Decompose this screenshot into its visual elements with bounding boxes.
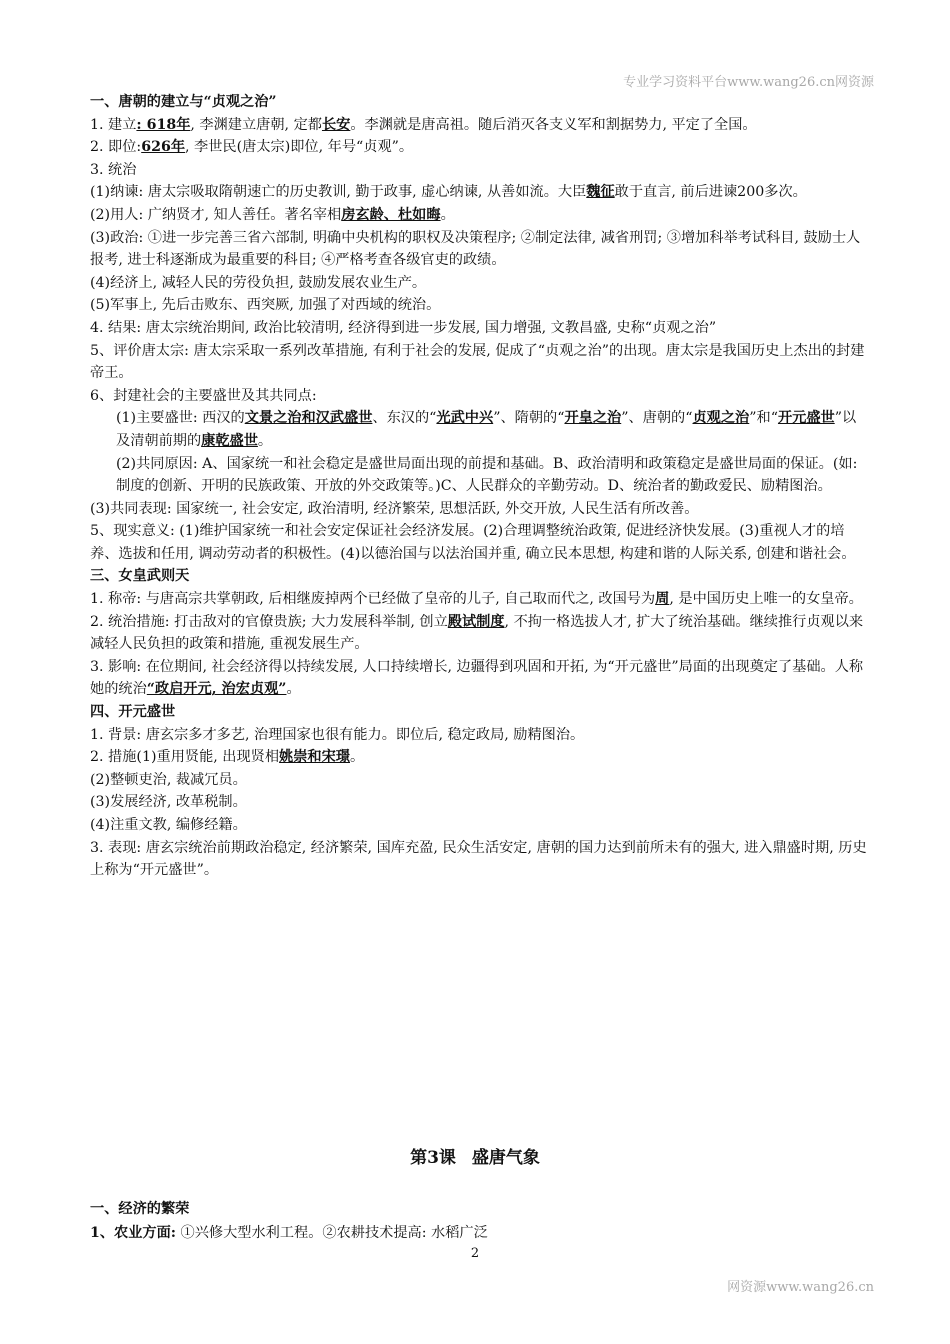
paragraph: (4)经济上, 减轻人民的劳役负担, 鼓励发展农业生产。 [90, 274, 427, 291]
section3-title: 三、女皇武则天 [90, 568, 190, 585]
lesson-title: 盛唐气象 [471, 1148, 540, 1168]
paragraph: 3. 表现: 唐玄宗统治前期政治稳定, 经济繁荣, 国库充盈, 民众生活安定, 唐朝的国力达到前所未有的强大, 进入鼎盛时期, 历史上称为“开元盛世”。 [90, 839, 867, 879]
paragraph: 2. 即位:626年, 李世民(唐太宗)即位, 年号“贞观”。 [90, 139, 414, 156]
paragraph: (3)政治: ①进一步完善三省六部制, 明确中央机构的职权及决策程序; ②制定法律, 减省刑罚; ③增加科举考试科目, 鼓励士人报考, 进士科逐渐成为最重要的科目; ④严格考查各级官吏的政绩。 [90, 229, 861, 269]
paragraph: (4)注重文教, 编修经籍。 [90, 817, 247, 833]
paragraph: 3. 影响: 在位期间, 社会经济得以持续发展, 人口持续增长, 边疆得到巩固和开拓, 为“开元盛世”局面的出现奠定了基础。人称她的统治“政启开元, 治宏贞观”。 [90, 658, 864, 698]
paragraph: (2)用人: 广纳贤才, 知人善任。著名宰相房玄龄、杜如晦。 [90, 206, 455, 223]
dynasty-zhou: 周 [655, 591, 670, 608]
lesson-number: 第3课 [410, 1148, 456, 1168]
paragraph: 5、现实意义: (1)维护国家统一和社会安定保证社会经济发展。(2)合理调整统治政策, 促进经济快发展。(3)重视人才的培养、选拔和任用, 调动劳动者的积极性。(4)以德治国与以法治国并重, 确立民本思想, 构建和谐的人际关系, 创建和谐社会。 [90, 523, 856, 562]
paragraph: 2. 措施(1)重用贤能, 出现贤相姚崇和宋璟。 [90, 749, 365, 766]
paragraph: 5、评价唐太宗: 唐太宗采取一系列改革措施, 有利于社会的发展, 促成了“贞观之治”的出现。唐太宗是我国历史上杰出的封建帝王。 [90, 342, 865, 382]
quote-zhengqi: “政启开元, 治宏贞观” [146, 681, 287, 698]
lesson-heading [0, 1143, 950, 1168]
paragraph: (5)军事上, 先后击败东、西突厥, 加强了对西域的统治。 [90, 297, 441, 314]
paragraph: 1. 背景: 唐玄宗多才多艺, 治理国家也很有能力。即位后, 稳定政局, 励精图治。 [90, 726, 585, 743]
paragraph: 2. 统治措施: 打击敌对的官僚贵族; 大力发展科举制, 创立殿试制度, 不拘一格选拔人才, 扩大了统治基础。继续推行贞观以来减轻人民负担的政策和措施, 重视发展生产。 [90, 613, 864, 653]
paragraph: (1)主要盛世: 西汉的文景之治和汉武盛世、东汉的“光武中兴”、隋朝的“开皇之治”、唐朝的“贞观之治”和“开元盛世”以及清朝前期的康乾盛世。 [116, 410, 857, 449]
paragraph: 4. 结果: 唐太宗统治期间, 政治比较清明, 经济得到进一步发展, 国力增强, 文教昌盛, 史称“贞观之治” [90, 319, 717, 336]
capital-changan: 长安 [321, 116, 351, 133]
paragraph: (1)纳谏: 唐太宗吸取隋朝速亡的历史教训, 勤于政事, 虚心纳谏, 从善如流。大臣魏征敢于直言, 前后进谏200多次。 [90, 184, 807, 201]
section-econ-title: 一、经济的繁荣 [90, 1201, 190, 1217]
header-watermark: 专业学习资料平台www.wang26.cn网资源 [623, 75, 874, 90]
ministers-fang-du: 房玄龄、杜如晦 [341, 206, 441, 223]
year-618: : 618年 [136, 116, 191, 133]
minister-weizheng: 魏征 [586, 184, 615, 201]
year-626: 626年 [141, 139, 186, 156]
section4-title: 四、开元盛世 [90, 704, 176, 721]
paragraph: 1、农业方面: ①兴修大型水利工程。②农耕技术提高: 水稻广泛 [90, 1225, 488, 1241]
paragraph: (3)发展经济, 改革税制。 [90, 794, 247, 811]
footer-watermark: 网资源www.wang26.cn [727, 1280, 874, 1295]
main-content [90, 91, 870, 882]
paragraph: (2)整顿吏治, 裁减冗员。 [90, 771, 247, 788]
palace-exam: 殿试制度 [447, 613, 505, 630]
section1-title: 一、唐朝的建立与“贞观之治” [90, 94, 277, 110]
paragraph: (3)共同表现: 国家统一, 社会安定, 政治清明, 经济繁荣, 思想活跃, 外交开放, 人民生活有所改善。 [90, 500, 699, 517]
ministers-yao-song: 姚崇和宋璟 [279, 749, 350, 766]
page-number: 2 [470, 1246, 480, 1261]
paragraph: 3. 统治 [90, 161, 137, 178]
paragraph: 1. 称帝: 与唐高宗共掌朝政, 后相继废掉两个已经做了皇帝的儿子, 自己取而代之, 改国号为周, 是中国历史上唯一的女皇帝。 [90, 591, 863, 608]
paragraph: 6、封建社会的主要盛世及其共同点: [90, 387, 317, 404]
lesson-content [90, 1197, 870, 1245]
paragraph: (2)共同原因: A、国家统一和社会稳定是盛世局面出现的前提和基础。B、政治清明和政策稳定是盛世局面的保证。(如: 制度的创新、开明的民族政策、开放的外交政策等。)C、人民群众的辛勤劳动。D、统治者的勤政爱民、励精图治。 [116, 455, 858, 495]
paragraph: 1. 建立: 618年, 李渊建立唐朝, 定都长安。李渊就是唐高祖。随后消灭各支义军和割据势力, 平定了全国。 [90, 116, 757, 133]
